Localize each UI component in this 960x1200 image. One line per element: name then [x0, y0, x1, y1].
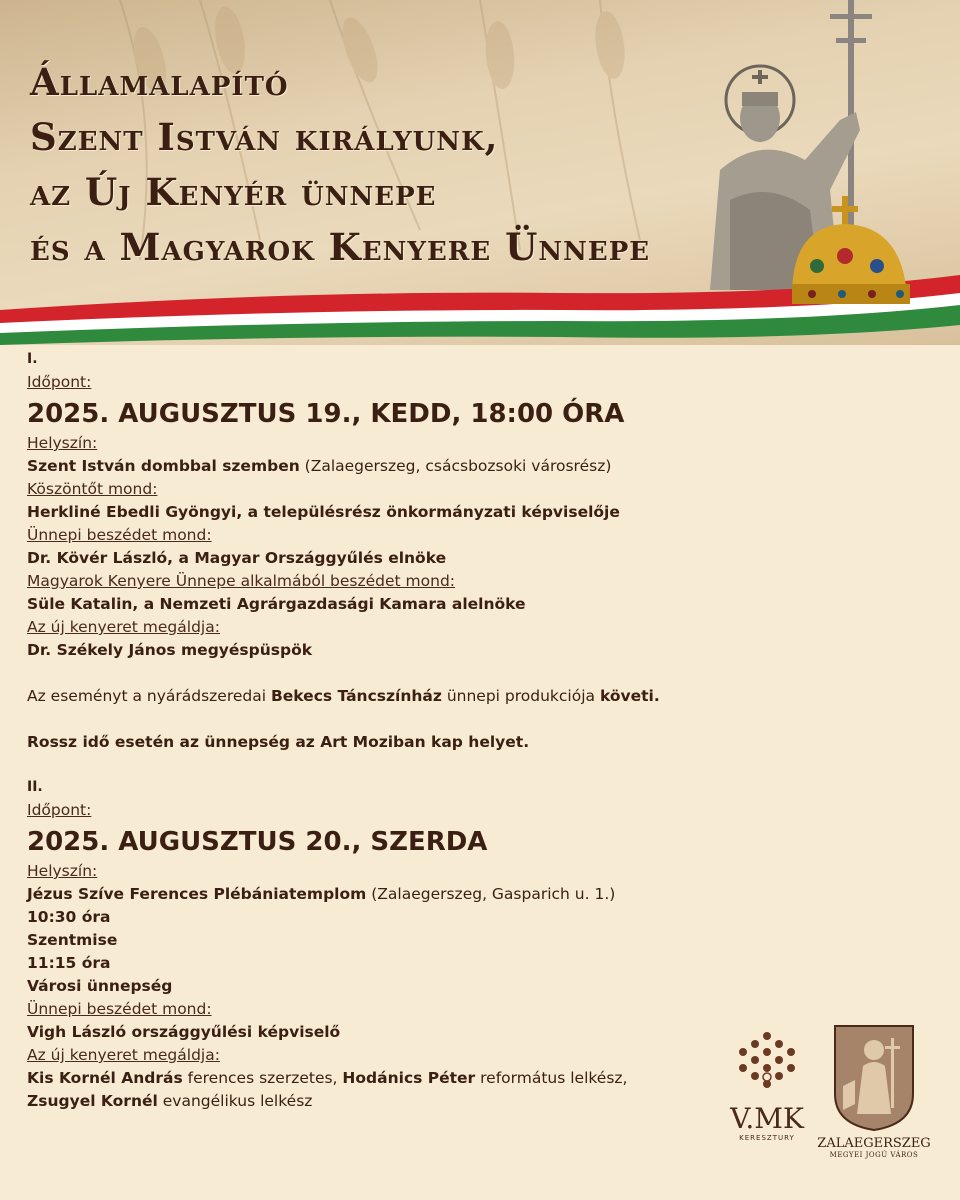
- header-banner: [0, 0, 960, 345]
- place-label: Helyszín:: [27, 434, 98, 452]
- program-content: [27, 348, 727, 1113]
- blessing-role: református lelkész,: [475, 1069, 628, 1087]
- followup-part: követi.: [599, 687, 660, 705]
- city-subtitle: MEGYEI JOGÚ VÁROS: [829, 1151, 919, 1159]
- title-line: Szent István királyunk,: [30, 115, 499, 159]
- place-line: [27, 883, 727, 906]
- blessing-role: evangélikus lelkész: [157, 1092, 313, 1110]
- title-line: az Új Kenyér ünnepe: [30, 170, 437, 214]
- schedule-time: 11:15 óra: [27, 954, 111, 972]
- speech-label: Ünnepi beszédet mond:: [27, 526, 212, 544]
- speech-speaker: Vigh László országgyűlési képviselő: [27, 1023, 341, 1041]
- speech-speaker: Dr. Kövér László, a Magyar Országgyűlés elnöke: [27, 549, 447, 567]
- place-name: Jézus Szíve Ferences Plébániatemplom: [27, 885, 367, 903]
- vmk-logo: [722, 1030, 812, 1142]
- bread-speech-speaker: Süle Katalin, a Nemzeti Agrárgazdasági Kamara alelnöke: [27, 595, 526, 613]
- place-detail: (Zalaegerszeg, csácsbozsoki városrész): [299, 457, 612, 475]
- vmk-logo-subtext: KERESZTURY: [739, 1134, 795, 1142]
- schedule-time: 10:30 óra: [27, 908, 111, 926]
- blessing-label: Az új kenyeret megáldja:: [27, 618, 220, 636]
- coat-of-arms-icon: [833, 1024, 915, 1132]
- bread-speech-label: Magyarok Kenyere Ünnepe alkalmából beszédet mond:: [27, 572, 456, 590]
- holy-crown-icon: [782, 196, 922, 316]
- blessing-person: Zsugyel Kornél: [27, 1092, 158, 1110]
- event-date: 2025. AUGUSZTUS 19., KEDD, 18:00 ÓRA: [27, 399, 625, 429]
- blessing-person: Dr. Székely János megyéspüspök: [27, 641, 313, 659]
- place-detail: (Zalaegerszeg, Gasparich u. 1.): [366, 885, 616, 903]
- place-label: Helyszín:: [27, 862, 98, 880]
- followup-part: ünnepi produkciója: [441, 687, 600, 705]
- blessing-person: Hodánics Péter: [342, 1069, 476, 1087]
- vmk-dots-icon: [729, 1030, 805, 1100]
- place-line: [27, 455, 727, 478]
- speech-label: Ünnepi beszédet mond:: [27, 1000, 212, 1018]
- event-date: 2025. AUGUSZTUS 20., SZERDA: [27, 827, 488, 857]
- schedule-item: Városi ünnepség: [27, 977, 173, 995]
- blessing-people: [27, 1090, 727, 1113]
- blessing-person: Kis Kornél András: [27, 1069, 183, 1087]
- time-label: Időpont:: [27, 373, 92, 391]
- page-title: [30, 55, 650, 275]
- greeting-speaker: Herkliné Ebedli Gyöngyi, a településrész önkormányzati képviselője: [27, 503, 620, 521]
- blessing-role: ferences szerzetes,: [182, 1069, 343, 1087]
- blessing-people: [27, 1067, 727, 1090]
- city-name: ZALAEGERSZEG: [817, 1136, 931, 1151]
- blessing-label: Az új kenyeret megáldja:: [27, 1046, 220, 1064]
- followup-part: Az eseményt a nyárádszeredai: [27, 687, 271, 705]
- section-number: I.: [27, 351, 38, 367]
- title-line: Államalapító: [30, 60, 289, 104]
- vmk-logo-text: V.MK: [730, 1102, 804, 1135]
- place-name: Szent István dombbal szemben: [27, 457, 300, 475]
- greeting-label: Köszöntőt mond:: [27, 480, 158, 498]
- followup-text: [27, 685, 727, 708]
- time-label: Időpont:: [27, 801, 92, 819]
- weather-note: Rossz idő esetén az ünnepség az Art Moziban kap helyet.: [27, 733, 530, 751]
- zalaegerszeg-coat-of-arms: [814, 1024, 934, 1159]
- title-line: és a Magyarok Kenyere Ünnepe: [30, 225, 651, 269]
- section-number: II.: [27, 779, 43, 795]
- followup-ensemble: Bekecs Táncszínház: [270, 687, 442, 705]
- schedule-item: Szentmise: [27, 931, 118, 949]
